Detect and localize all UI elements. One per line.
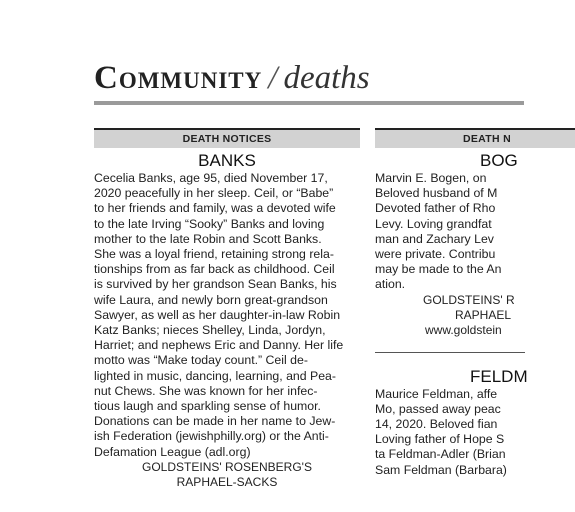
- obituary-line: Levy. Loving grandfat: [375, 216, 492, 231]
- title-rule: [94, 101, 524, 105]
- obituary-line: is survived by her grandson Sean Banks, his: [94, 277, 337, 292]
- obituary-line: ation.: [375, 277, 406, 292]
- obituary-line: Sam Feldman (Barbara): [375, 462, 507, 477]
- deceased-name-3: FELDM: [470, 366, 528, 386]
- obituary-line: Marvin E. Bogen, on: [375, 171, 487, 185]
- obituary-line: She was a loyal friend, retaining strong rela-: [94, 247, 334, 262]
- deceased-name-2: BOG: [480, 151, 518, 170]
- left-column: [94, 128, 360, 490]
- obituary-line: Donations can be made in her name to Jew-: [94, 414, 336, 429]
- title-separator: /: [268, 60, 278, 96]
- obituary-line: Maurice Feldman, affe: [375, 386, 498, 401]
- obituary-line: ish Federation (jewishphilly.org) or the Anti-: [94, 429, 329, 444]
- death-notices-header: DEATH NOTICES: [94, 128, 360, 148]
- obituary-line: Sawyer, as well as her daughter-in-law Robin: [94, 307, 341, 322]
- obituary-line: man and Zachary Lev: [375, 231, 494, 246]
- obituary-line: ta Feldman-Adler (Brian: [375, 447, 506, 462]
- section-subtitle: deaths: [283, 60, 370, 96]
- funeral-home-line: RAPHAEL: [455, 307, 512, 322]
- obituary-line: Mo, passed away peac: [375, 401, 501, 416]
- obituary-line: tionships from as far back as childhood. Ceil: [94, 262, 335, 277]
- funeral-home: GOLDSTEINS' ROSENBERG'S: [142, 459, 312, 474]
- obituary-line: Devoted father of Rho: [375, 201, 496, 216]
- obituary-line: may be made to the An: [375, 262, 502, 277]
- obituary-line: Defamation League (adl.org): [94, 444, 251, 459]
- obituary-line: were private. Contribu: [375, 247, 496, 262]
- obituary-text-3: [375, 387, 575, 478]
- obituary-line: mother to the late Robin and Scott Banks.: [94, 231, 322, 246]
- right-column: [375, 128, 575, 478]
- deceased-name: BANKS: [198, 151, 256, 170]
- obituary-line: Harriet; and nephews Eric and Danny. Her life: [94, 338, 344, 353]
- obituary-line: nut Chews. She was known for her infec-: [94, 383, 318, 398]
- obituary-text-2: [375, 171, 575, 293]
- notice-divider: [375, 352, 525, 353]
- obituary-line: 2020 peacefully in her sleep. Ceil, or “Babe”: [94, 186, 334, 201]
- obituary-line: Beloved husband of M: [375, 186, 498, 201]
- obituary-line: Katz Banks; nieces Shelley, Linda, Jordyn,: [94, 323, 326, 338]
- obituary-line: Cecelia Banks, age 95, died November 17,: [94, 171, 328, 185]
- obituary-line: wife Laura, and newly born great-grandson: [94, 292, 328, 307]
- funeral-home-line: GOLDSTEINS' R: [423, 292, 515, 307]
- obituary-line: to her friends and family, was a devoted wife: [94, 201, 336, 216]
- funeral-home-url: www.goldstein: [425, 322, 502, 337]
- obituary-line: motto was “Make today count.” Ceil de-: [94, 353, 308, 368]
- obituary-line: to the late Irving “Sooky” Banks and loving: [94, 216, 325, 231]
- section-title: Community: [94, 60, 263, 96]
- death-notices-header-2: DEATH N: [375, 128, 575, 148]
- obituary-text: [94, 171, 360, 460]
- section-heading: [94, 60, 370, 97]
- obituary-line: Loving father of Hope S: [375, 432, 505, 447]
- obituary-line: 14, 2020. Beloved fian: [375, 417, 498, 432]
- funeral-home-2: RAPHAEL-SACKS: [176, 474, 278, 489]
- obituary-line: lighted in music, dancing, learning, and Pea-: [94, 368, 336, 383]
- obituary-line: tious laugh and sparkling sense of humor.: [94, 399, 321, 414]
